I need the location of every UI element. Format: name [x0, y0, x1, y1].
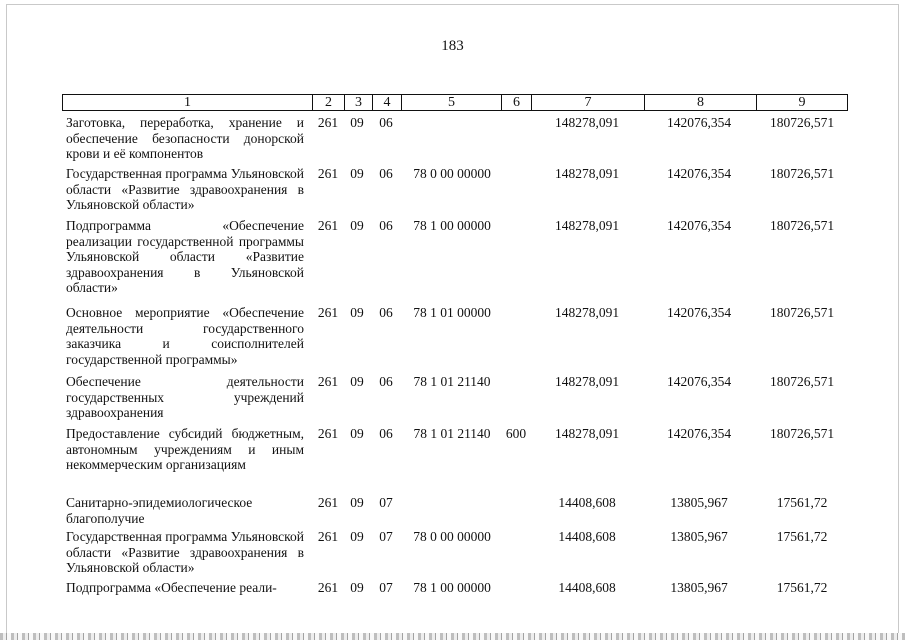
- row-col-2: 261: [317, 580, 339, 595]
- row-col-3: 09: [350, 426, 364, 441]
- row-col-2: 261: [317, 529, 339, 544]
- row-col-7: 14408,608: [558, 529, 616, 544]
- row-name: Санитарно-эпидемиологическое благополучие: [66, 495, 253, 526]
- row-col-4: 06: [379, 115, 393, 130]
- row-col-7: 14408,608: [558, 495, 616, 510]
- row-col-7: 148278,091: [554, 218, 620, 233]
- row-col-3: 09: [350, 580, 364, 595]
- row-col-8: 13805,967: [670, 529, 728, 544]
- row-name: Заготовка, переработка, хранение и обеспечение безопасности донорской крови и её компонентов: [66, 115, 304, 162]
- row-col-2: 261: [317, 426, 339, 441]
- header-col-7: 7: [531, 95, 644, 110]
- row-col-8: 142076,354: [666, 426, 732, 441]
- row-col-7: 148278,091: [554, 374, 620, 389]
- row-col-3: 09: [350, 374, 364, 389]
- row-col-8: 13805,967: [670, 580, 728, 595]
- header-col-2: 2: [312, 95, 344, 110]
- header-col-8: 8: [644, 95, 756, 110]
- row-col-5: 78 0 00 00000: [413, 166, 491, 181]
- row-col-2: 261: [317, 166, 339, 181]
- row-col-2: 261: [317, 115, 339, 130]
- row-col-9: 180726,571: [769, 218, 835, 233]
- row-col-9: 180726,571: [769, 305, 835, 320]
- row-col-3: 09: [350, 218, 364, 233]
- row-col-2: 261: [317, 305, 339, 320]
- row-col-8: 13805,967: [670, 495, 728, 510]
- row-col-8: 142076,354: [666, 305, 732, 320]
- page-number: 183: [441, 38, 464, 54]
- row-name: Государственная программа Ульяновской области «Развитие здравоохранения в Ульяновской области»: [66, 529, 304, 576]
- row-col-5: 78 0 00 00000: [413, 529, 491, 544]
- row-col-8: 142076,354: [666, 218, 732, 233]
- row-name: Государственная программа Ульяновской области «Развитие здравоохранения в Ульяновской области»: [66, 166, 304, 213]
- row-col-9: 180726,571: [769, 374, 835, 389]
- row-name: Предоставление субсидий бюджетным, автономным учреждениям и иным некоммерческим организациям: [66, 426, 304, 473]
- row-col-4: 07: [379, 580, 393, 595]
- row-col-5: 78 1 01 21140: [413, 374, 491, 389]
- row-col-7: 148278,091: [554, 426, 620, 441]
- row-col-8: 142076,354: [666, 166, 732, 181]
- header-col-5: 5: [401, 95, 501, 110]
- row-col-7: 14408,608: [558, 580, 616, 595]
- row-col-8: 142076,354: [666, 115, 732, 130]
- header-col-4: 4: [372, 95, 401, 110]
- row-name: Подпрограмма «Обеспечение реали-: [66, 580, 277, 595]
- header-col-1: 1: [184, 95, 191, 110]
- scan-bottom-edge: [0, 633, 905, 640]
- row-col-4: 06: [379, 426, 393, 441]
- row-col-2: 261: [317, 495, 339, 510]
- row-col-3: 09: [350, 529, 364, 544]
- row-name: Обеспечение деятельности государственных учреждений здравоохранения: [66, 374, 304, 421]
- row-col-9: 180726,571: [769, 115, 835, 130]
- row-col-4: 06: [379, 374, 393, 389]
- header-col-9: 9: [756, 95, 847, 110]
- row-col-5: 78 1 00 00000: [413, 218, 491, 233]
- row-col-5: 78 1 01 21140: [413, 426, 491, 441]
- row-col-4: 07: [379, 495, 393, 510]
- header-col-3: 3: [344, 95, 372, 110]
- row-col-4: 06: [379, 305, 393, 320]
- header-col-6: 6: [501, 95, 531, 110]
- row-col-3: 09: [350, 166, 364, 181]
- row-col-9: 17561,72: [776, 580, 828, 595]
- row-col-3: 09: [350, 495, 364, 510]
- row-col-9: 180726,571: [769, 166, 835, 181]
- row-col-4: 06: [379, 166, 393, 181]
- row-col-9: 17561,72: [776, 495, 828, 510]
- row-col-4: 07: [379, 529, 393, 544]
- row-col-2: 261: [317, 218, 339, 233]
- row-col-2: 261: [317, 374, 339, 389]
- table-header-row: [62, 94, 848, 111]
- row-col-7: 148278,091: [554, 305, 620, 320]
- row-col-3: 09: [350, 115, 364, 130]
- row-col-7: 148278,091: [554, 166, 620, 181]
- row-col-4: 06: [379, 218, 393, 233]
- row-col-8: 142076,354: [666, 374, 732, 389]
- row-col-9: 17561,72: [776, 529, 828, 544]
- row-col-5: 78 1 01 00000: [413, 305, 491, 320]
- row-name: Подпрограмма «Обеспечение реализации государственной программы Ульяновской области «Развитие здравоохранения в Ульяновской области»: [66, 218, 304, 296]
- row-col-5: 78 1 00 00000: [413, 580, 491, 595]
- row-col-6: 600: [505, 426, 527, 441]
- row-name: Основное мероприятие «Обеспечение деятельности государственного заказчика и соисполнителей государственной программы»: [66, 305, 304, 367]
- row-col-3: 09: [350, 305, 364, 320]
- row-col-9: 180726,571: [769, 426, 835, 441]
- row-col-7: 148278,091: [554, 115, 620, 130]
